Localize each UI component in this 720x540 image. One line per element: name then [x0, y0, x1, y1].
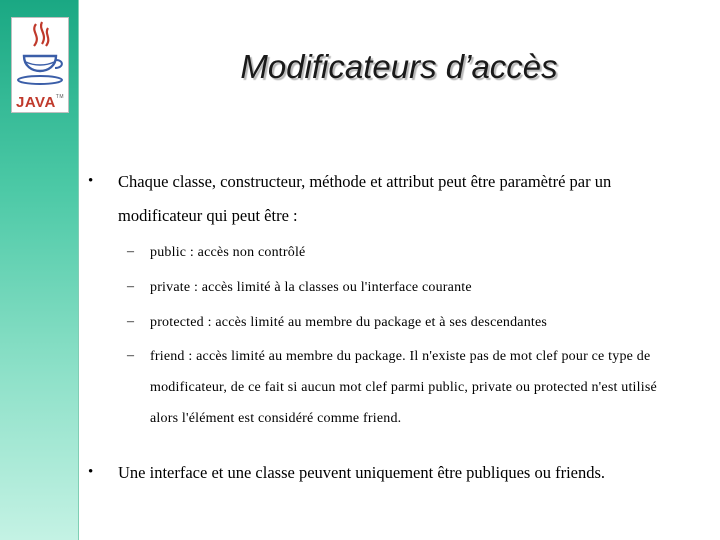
bullet-marker: •: [88, 464, 94, 480]
bullet-marker: •: [88, 173, 94, 189]
slide-title: Modificateurs d’accès: [240, 48, 558, 85]
sub-bullet-dash: –: [127, 348, 134, 363]
coffee-cup-icon: [12, 18, 68, 98]
sub-bullet-text: protected : accès limité au membre du package et à ses descendantes: [150, 315, 548, 330]
bullet-text: Chaque classe, constructeur, méthode et attribut peut être paramètré par un modificateur qui peut être :: [118, 172, 612, 225]
side-decoration-bar: [0, 0, 79, 540]
sub-bullet-text: public : accès non contrôlé: [150, 245, 306, 260]
sub-bullet-dash: –: [127, 314, 134, 329]
bullet-text: Une interface et une classe peuvent uniquement être publiques ou friends.: [118, 463, 606, 482]
java-logo: [11, 17, 69, 113]
sub-bullet-text: private : accès limité à la classes ou l'interface courante: [150, 280, 472, 295]
sub-bullet-dash: –: [127, 279, 134, 294]
logo-wordmark: JAVA™: [15, 94, 65, 111]
sub-bullet-text: friend : accès limité au membre du package. Il n'existe pas de mot clef pour ce type de modificateur, de ce fait si aucun mot clef parmi public, private ou protected n'est utilisé alors l'élément est considéré comme friend.: [150, 349, 657, 426]
sub-bullet-dash: –: [127, 244, 134, 259]
